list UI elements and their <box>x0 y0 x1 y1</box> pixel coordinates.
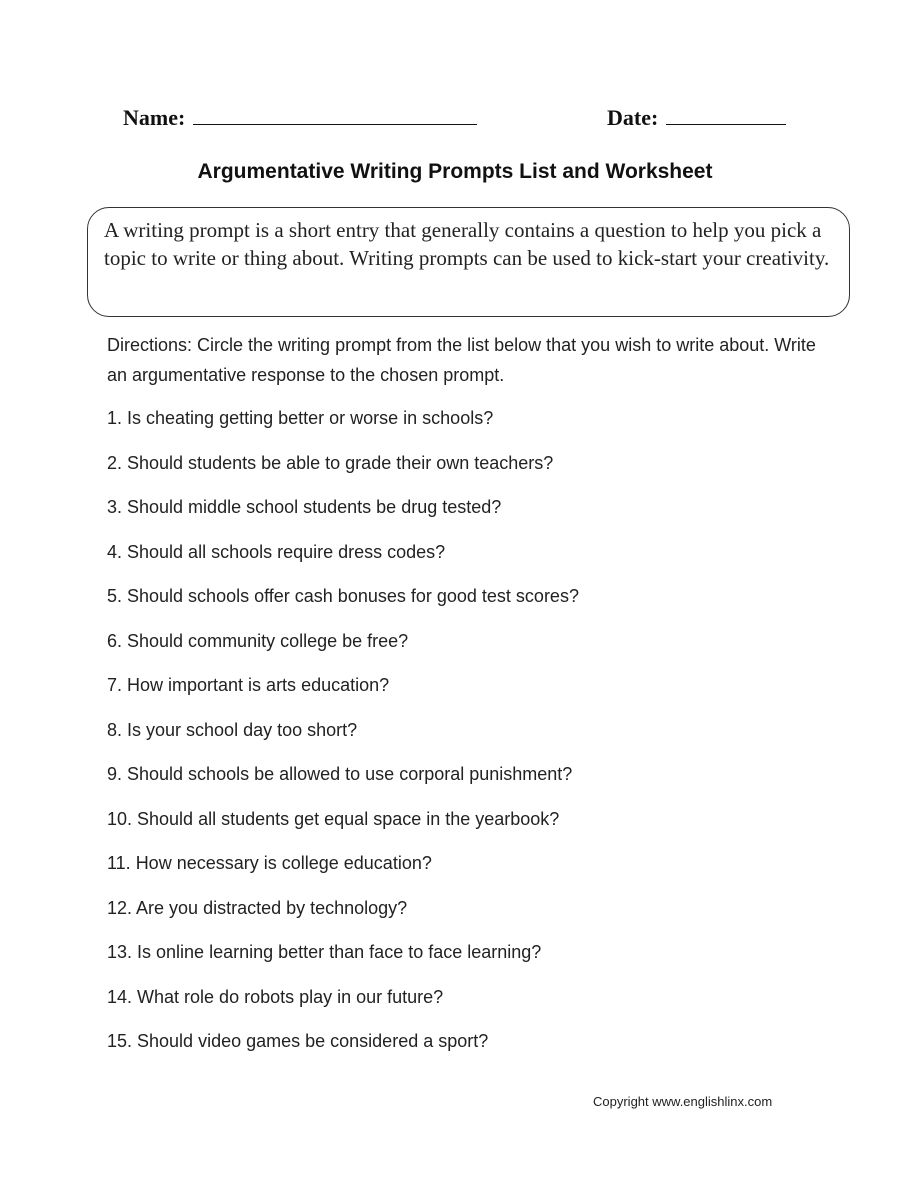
intro-box: A writing prompt is a short entry that generally contains a question to help you pick a topic to write or thing about. Writing prompts can be used to kick-start your creativity. <box>87 207 850 317</box>
prompt-item: 7. How important is arts education? <box>107 675 390 695</box>
prompt-item: 5. Should schools offer cash bonuses for good test scores? <box>107 586 579 606</box>
prompt-item: 15. Should video games be considered a sport? <box>107 1031 489 1051</box>
prompt-item: 3. Should middle school students be drug tested? <box>107 497 502 517</box>
name-blank-line[interactable] <box>193 104 477 125</box>
header-fields <box>0 104 910 138</box>
prompt-item: 9. Should schools be allowed to use corporal punishment? <box>107 764 573 784</box>
date-field <box>607 104 786 131</box>
copyright-text: Copyright www.englishlinx.com <box>593 1094 773 1109</box>
prompt-item: 12. Are you distracted by technology? <box>107 897 408 918</box>
prompt-item: 14. What role do robots play in our future? <box>107 986 444 1007</box>
prompt-item: 4. Should all schools require dress codes? <box>107 541 446 562</box>
prompt-item: 8. Is your school day too short? <box>107 719 358 740</box>
name-label: Name: <box>123 105 186 130</box>
date-blank-line[interactable] <box>666 104 786 125</box>
worksheet-title: Argumentative Writing Prompts List and Worksheet <box>197 160 713 183</box>
prompt-list <box>107 404 847 1072</box>
date-label: Date: <box>607 105 659 130</box>
name-field <box>123 104 477 131</box>
prompt-item: 6. Should community college be free? <box>107 630 409 651</box>
prompt-item: 2. Should students be able to grade their own teachers? <box>107 452 554 473</box>
prompt-item: 13. Is online learning better than face to face learning? <box>107 942 542 962</box>
prompt-item: 11. How necessary is college education? <box>107 853 432 873</box>
directions-text: Directions: Circle the writing prompt from the list below that you wish to write about. Write an argumentative response to the chosen prompt. <box>107 335 816 385</box>
prompt-item: 10. Should all students get equal space in the yearbook? <box>107 808 560 829</box>
prompt-item: 1. Is cheating getting better or worse in schools? <box>107 408 494 428</box>
